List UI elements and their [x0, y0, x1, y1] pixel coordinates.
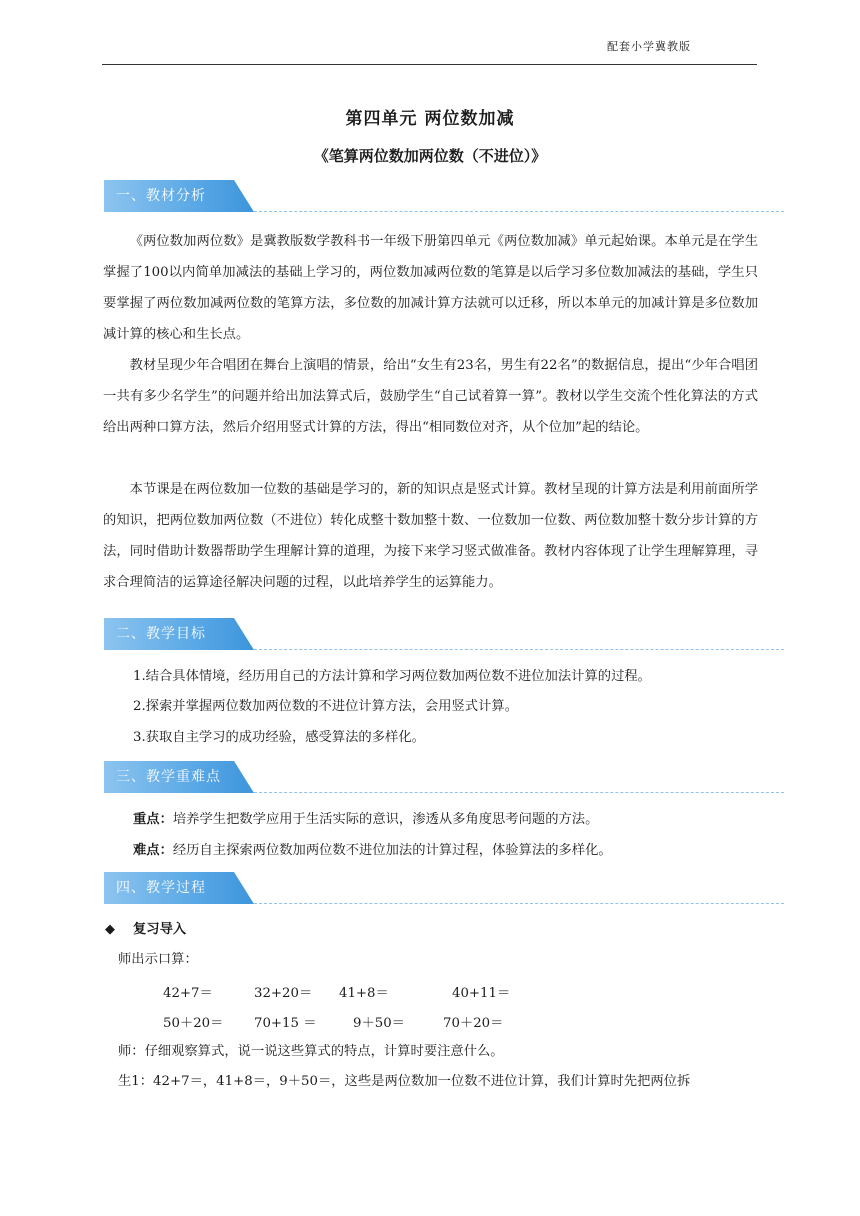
mental-math-item: 9＋50＝ — [353, 1016, 405, 1031]
goal-item: 2.探索并掌握两位数加两位数的不进位计算方法，会用竖式计算。 — [133, 699, 518, 714]
difficulty-line — [133, 841, 612, 861]
step-title: 复习导入 — [133, 922, 187, 937]
section-header-process — [104, 872, 784, 904]
page-subtitle: 《笔算两位数加两位数（不进位）》 — [313, 147, 547, 165]
dashed-divider — [254, 649, 784, 650]
analysis-paragraph-2: 教材呈现少年合唱团在舞台上演唱的情景，给出“女生有23名，男生有22名”的数据信息，提出“少年合唱团一共有多少名学生”的问题并给出加法算式后，鼓励学生“自己试着算一算”。教材以学生交流个性化算法的方式给出两种口算方法，然后介绍用竖式计算的方法，得出“相同数位对齐，从个位加”起的结论。 — [103, 358, 758, 435]
mental-math-item: 70+15 ＝ — [254, 1016, 317, 1031]
goal-item: 3.获取自主学习的成功经验，感受算法的多样化。 — [133, 730, 425, 745]
section-label: 一、教材分析 — [116, 188, 206, 204]
analysis-paragraph-1: 《两位数加两位数》是冀教版数学教科书一年级下册第四单元《两位数加减》单元起始课。本单元是在学生掌握了100以内简单加减法的基础上学习的，两位数加减两位数的笔算是以后学习多位数加减法的基础，学生只要掌握了两位数加减两位数的笔算方法，多位数的加减计算方法就可以迁移，所以本单元的加减计算是多位数加减计算的核心和生长点。 — [103, 234, 758, 342]
section-header-key-points — [104, 761, 784, 793]
difficulty-text: 经历自主探索两位数加两位数不进位加法的计算过程，体验算法的多样化。 — [172, 843, 612, 858]
difficulty-label: 难点： — [133, 843, 173, 858]
mental-math-item: 50＋20＝ — [163, 1016, 224, 1031]
goal-item: 1.结合具体情境，经历用自己的方法计算和学习两位数加两位数不进位加法计算的过程。 — [133, 669, 651, 684]
section-label: 四、教学过程 — [116, 880, 206, 896]
diamond-bullet-icon: ◆ — [105, 922, 115, 937]
mental-math-item: 70＋20＝ — [443, 1016, 504, 1031]
teacher-question: 师：仔细观察算式，说一说这些算式的特点，计算时要注意什么。 — [118, 1044, 504, 1059]
header-divider — [102, 64, 757, 65]
student-answer: 生1：42+7＝，41+8＝，9＋50＝，这些是两位数加一位数不进位计算，我们计算时先把两位拆 — [118, 1074, 691, 1089]
mental-math-item: 41+8＝ — [339, 986, 389, 1001]
focus-text: 培养学生把数学应用于生活实际的意识，渗透从多角度思考问题的方法。 — [172, 812, 599, 827]
section-label: 二、教学目标 — [116, 626, 206, 642]
teacher-intro: 师出示口算： — [118, 952, 198, 967]
focus-label: 重点： — [133, 812, 173, 827]
dashed-divider — [254, 903, 784, 904]
focus-line — [133, 810, 598, 830]
analysis-paragraph-3: 本节课是在两位数加一位数的基础是学习的，新的知识点是竖式计算。教材呈现的计算方法是利用前面所学的知识，把两位数加两位数（不进位）转化成整十数加整十数、一位数加一位数、两位数加整十数分步计算的方法，同时借助计数器帮助学生理解计算的道理，为接下来学习竖式做准备。教材内容体现了让学生理解算理，寻求合理简洁的运算途径解决问题的过程，以此培养学生的运算能力。 — [103, 482, 758, 590]
mental-math-item: 40+11＝ — [452, 986, 511, 1001]
mental-math-item: 32+20＝ — [254, 986, 313, 1001]
section-header-goals — [104, 618, 784, 650]
section-label: 三、教学重难点 — [116, 769, 221, 785]
header-tag: 配套小学冀教版 — [607, 40, 691, 53]
dashed-divider — [254, 211, 784, 212]
section-header-analysis — [104, 180, 784, 212]
page-title: 第四单元 两位数加减 — [345, 109, 515, 129]
dashed-divider — [254, 792, 784, 793]
mental-math-item: 42+7＝ — [163, 986, 213, 1001]
